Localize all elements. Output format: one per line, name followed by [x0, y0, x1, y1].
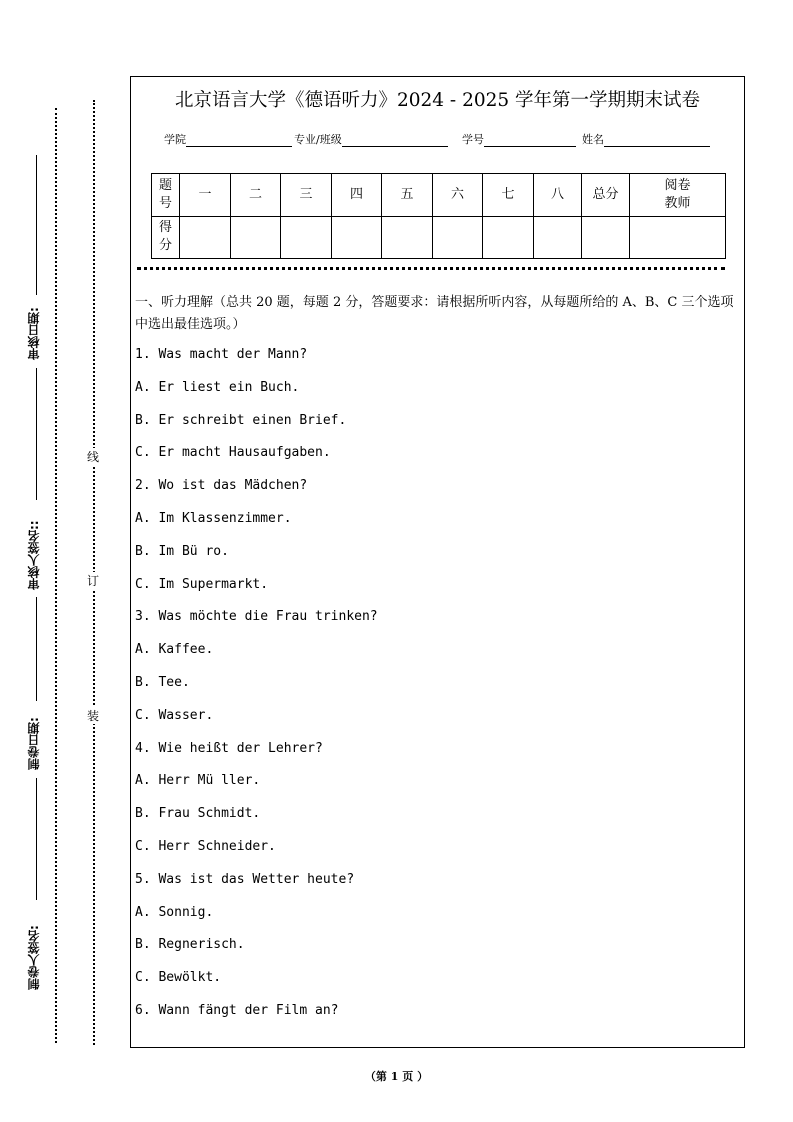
- reviewer-header: 阅卷 教师: [630, 174, 726, 217]
- name-label: 姓名: [582, 133, 604, 146]
- binding-bind-char: 装: [84, 707, 102, 724]
- dotted-separator: [137, 267, 725, 270]
- answer-option: C. Wasser.: [135, 707, 214, 723]
- score-cell[interactable]: [433, 216, 483, 259]
- reviewer-date-line: [36, 155, 37, 295]
- col-header: 五: [382, 174, 433, 217]
- answer-option: A. Er liest ein Buch.: [135, 379, 300, 395]
- major-class-field[interactable]: [294, 131, 448, 147]
- question-text: 4. Wie heißt der Lehrer?: [135, 740, 323, 756]
- reviewer-signature-line: [36, 368, 37, 500]
- maker-date-line: [36, 597, 37, 701]
- col-header: 一: [180, 174, 231, 217]
- answer-option: C. Herr Schneider.: [135, 838, 276, 854]
- major-class-label: 专业/班级: [294, 133, 342, 146]
- section-instructions: 一、听力理解（总共 20 题，每题 2 分，答题要求：请根据所听内容，从每题所给的 A、B、C 三个选项中选出最佳选项。）: [135, 295, 734, 332]
- answer-option: A. Herr Mü ller.: [135, 773, 261, 789]
- question-text: 1. Was macht der Mann?: [135, 347, 308, 362]
- answer-option: B. Regnerisch.: [135, 937, 245, 953]
- col-header: 二: [231, 174, 281, 217]
- question-text: 6. Wann fängt der Film an?: [135, 1002, 339, 1018]
- school-field[interactable]: [164, 131, 292, 147]
- maker-date-label: 制卷日期:: [27, 717, 41, 770]
- score-cell[interactable]: [382, 216, 433, 259]
- answer-option: A. Im Klassenzimmer.: [135, 510, 292, 526]
- answer-option: B. Tee.: [135, 674, 190, 690]
- student-id-field[interactable]: [462, 131, 576, 147]
- exam-title: 北京语言大学《德语听力》2024 - 2025 学年第一学期期末试卷: [174, 90, 701, 111]
- maker-signature-line: [36, 778, 37, 900]
- reviewer-signature-label: 审核人签名::: [27, 520, 41, 590]
- answer-option: C. Im Supermarkt.: [135, 576, 269, 592]
- school-label: 学院: [164, 133, 186, 146]
- answer-option: B. Im Bü ro.: [135, 543, 229, 559]
- reviewer-date-label: 审核日期:: [27, 307, 41, 360]
- col-header: 四: [332, 174, 382, 217]
- col-header: 八: [534, 174, 582, 217]
- reviewer-cell[interactable]: [630, 216, 726, 259]
- score-cell[interactable]: [180, 216, 231, 259]
- total-score-cell[interactable]: [582, 216, 630, 259]
- question-number-header: 题 号: [152, 174, 180, 217]
- question-text: 3. Was möchte die Frau trinken?: [135, 609, 378, 625]
- col-header: 七: [483, 174, 534, 217]
- col-header: 三: [281, 174, 332, 217]
- score-cell[interactable]: [281, 216, 332, 259]
- answer-option: A. Kaffee.: [135, 642, 214, 658]
- score-table-header-row: [152, 174, 726, 217]
- score-cell[interactable]: [483, 216, 534, 259]
- answer-option: A. Sonnig.: [135, 904, 214, 920]
- name-field[interactable]: [582, 131, 710, 147]
- score-cell[interactable]: [332, 216, 382, 259]
- score-table: [151, 173, 726, 259]
- answer-option: C. Er macht Hausaufgaben.: [135, 445, 331, 461]
- answer-option: B. Er schreibt einen Brief.: [135, 412, 347, 428]
- binding-line-char: 线: [84, 448, 102, 465]
- page-number: （第 1 页 ）: [364, 1070, 429, 1083]
- total-score-header: 总分: [582, 174, 630, 217]
- student-id-label: 学号: [462, 133, 484, 146]
- binding-dotted-line-outer: [55, 108, 57, 1043]
- score-cell[interactable]: [534, 216, 582, 259]
- question-list: [135, 344, 735, 1033]
- binding-order-char: 订: [84, 572, 102, 589]
- answer-option: C. Bewölkt.: [135, 970, 222, 986]
- question-text: 2. Wo ist das Mädchen?: [135, 478, 308, 494]
- score-cell[interactable]: [231, 216, 281, 259]
- answer-option: B. Frau Schmidt.: [135, 806, 261, 822]
- score-table-score-row: [152, 216, 726, 259]
- question-text: 5. Was ist das Wetter heute?: [135, 871, 355, 887]
- maker-signature-label: 制卷人签名:: [27, 925, 41, 990]
- score-row-header: 得 分: [152, 216, 180, 259]
- col-header: 六: [433, 174, 483, 217]
